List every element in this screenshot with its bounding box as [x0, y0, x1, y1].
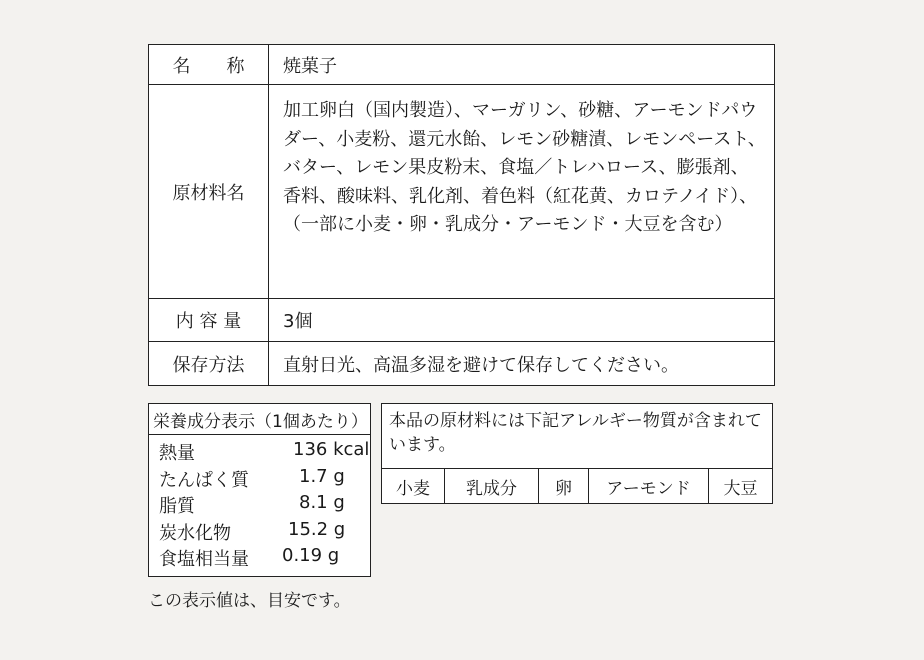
nutrient-name: たんぱく質	[159, 469, 249, 491]
nutrient-name: 炭水化物	[159, 522, 231, 544]
content-row	[149, 299, 774, 342]
ingredients-row	[149, 85, 774, 299]
name-value: 焼菓子	[283, 55, 337, 77]
nutrition-row	[159, 545, 370, 572]
allergen-item: 大豆	[723, 478, 758, 499]
nutrient-name: 熱量	[159, 443, 195, 464]
allergen-item: アーモンド	[589, 469, 709, 503]
nutrient-value: 0.19 g	[282, 545, 340, 566]
name-row	[149, 45, 774, 85]
nutrition-row	[159, 439, 370, 466]
nutrition-row	[159, 519, 370, 546]
nutrient-name: 脂質	[159, 496, 195, 517]
nutrient-value: 136 kcal	[293, 439, 370, 460]
storage-value: 直射日光、高温多湿を避けて保存してください。	[283, 354, 679, 376]
allergen-box	[381, 403, 773, 504]
allergen-item: 乳成分	[445, 469, 539, 503]
name-key: 名 称	[149, 45, 269, 84]
content-value: 3個	[283, 311, 313, 332]
allergen-item: 卵	[539, 469, 589, 503]
allergen-item: 小麦	[382, 469, 445, 503]
nutrient-value: 8.1 g	[299, 492, 345, 513]
storage-row	[149, 342, 774, 385]
nutrient-value: 1.7 g	[299, 465, 345, 487]
content-key: 内 容 量	[149, 299, 269, 341]
nutrient-name: 食塩相当量	[159, 549, 249, 570]
ingredients-value: 加工卵白（国内製造）、マーガリン、砂糖、アーモンドパウダー、小麦粉、還元水飴、レモン砂糖漬、レモンペースト、バター、レモン果皮粉末、食塩／トレハロース、膨張剤、香料、酸味料、乳化剤、着色料（紅花黄、カロテノイド）、（一部に小麦・卵・乳成分・アーモンド・大豆を含む）	[283, 100, 766, 235]
allergen-notice: 本品の原材料には下記アレルギー物質が含まれています。	[389, 411, 762, 455]
nutrition-row	[159, 466, 370, 493]
nutrition-list	[149, 435, 370, 572]
allergen-list	[382, 468, 772, 503]
nutrition-title: 栄養成分表示（1個あたり）	[149, 404, 370, 435]
nutrient-value: 15.2 g	[288, 518, 346, 540]
nutrition-row	[159, 492, 370, 519]
storage-key: 保存方法	[149, 342, 269, 385]
nutrition-note: この表示値は、目安です。	[148, 591, 351, 611]
nutrition-facts-box	[148, 403, 371, 577]
ingredients-key: 原材料名	[149, 85, 269, 298]
food-label-table	[148, 44, 775, 386]
